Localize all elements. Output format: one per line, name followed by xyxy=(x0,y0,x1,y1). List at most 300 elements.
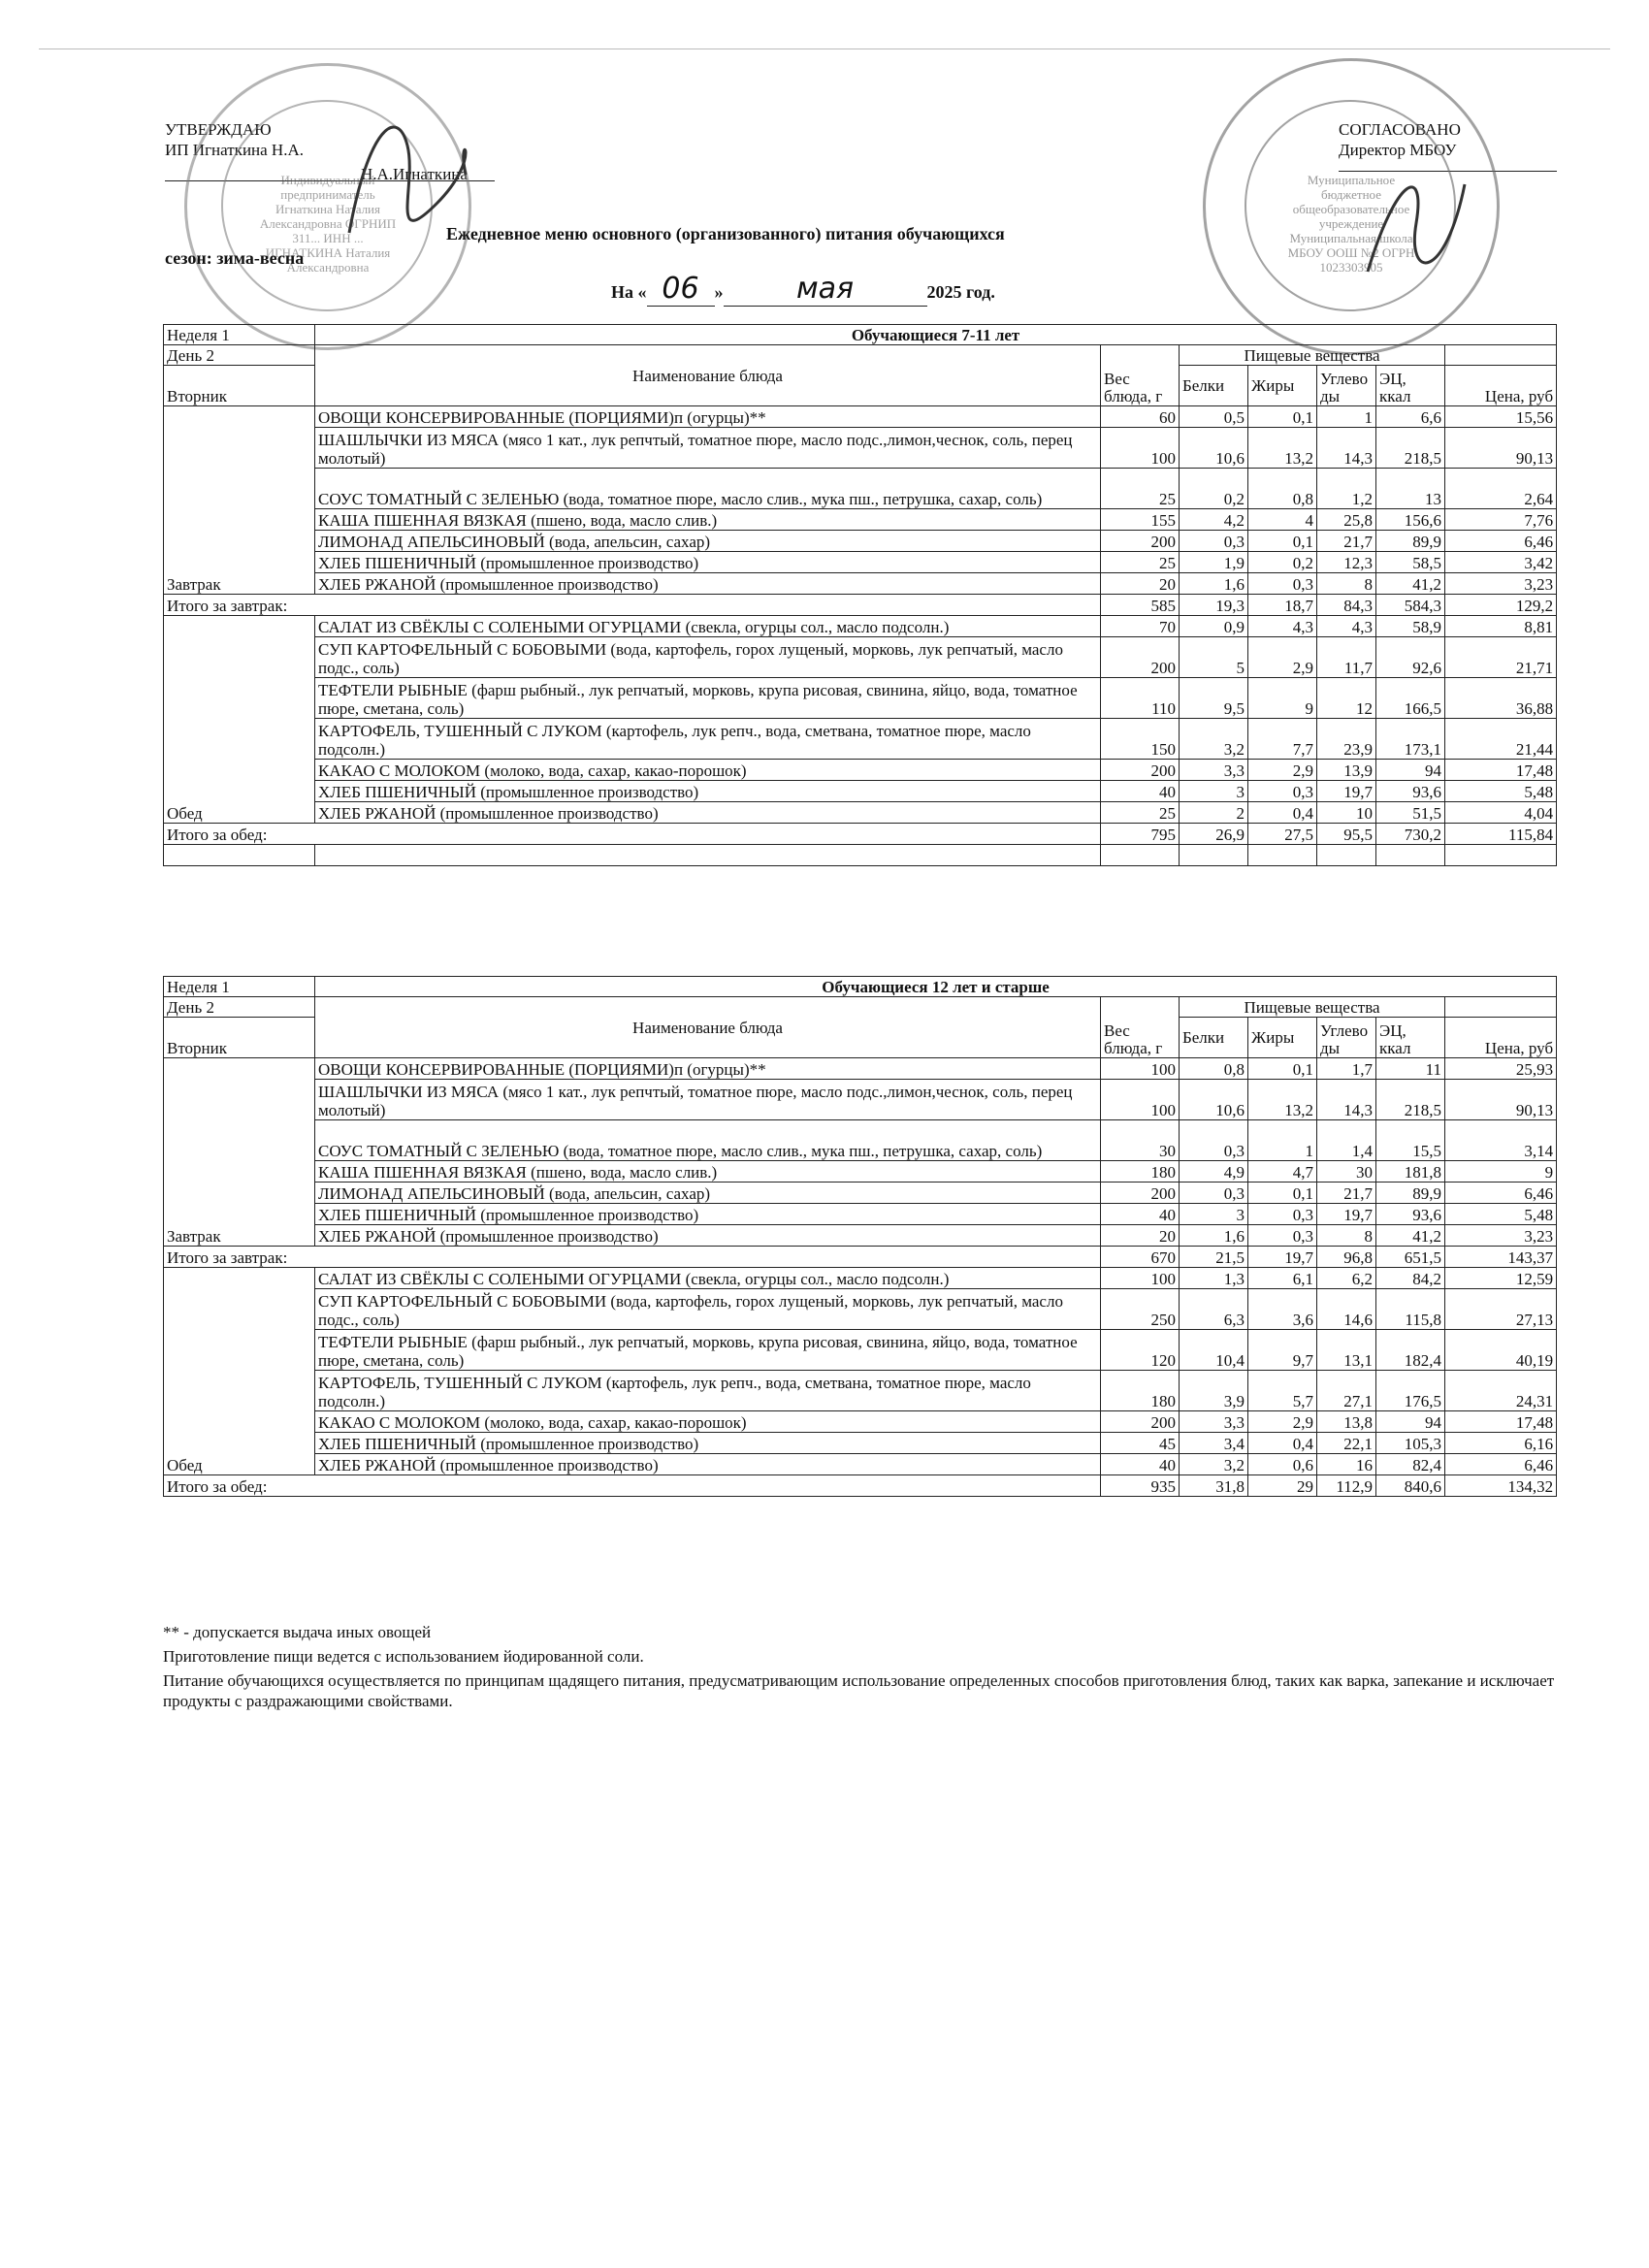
dish-name: ЛИМОНАД АПЕЛЬСИНОВЫЙ (вода, апельсин, сахар) xyxy=(315,1183,1101,1204)
weight-cell: 200 xyxy=(1101,1411,1180,1433)
price-cell: 3,14 xyxy=(1445,1120,1557,1161)
dish-name: ЛИМОНАД АПЕЛЬСИНОВЫЙ (вода, апельсин, сахар) xyxy=(315,531,1101,552)
fat-cell: 0,1 xyxy=(1248,1058,1317,1080)
price-cell: 90,13 xyxy=(1445,1080,1557,1120)
column-header-nutrients: Пищевые вещества xyxy=(1180,345,1445,366)
carbs-cell: 12,3 xyxy=(1317,552,1376,573)
table-row xyxy=(164,406,1557,428)
carbs-cell: 21,7 xyxy=(1317,531,1376,552)
price-cell: 6,16 xyxy=(1445,1433,1557,1454)
column-header-nutrients: Пищевые вещества xyxy=(1180,997,1445,1018)
note-diet: Питание обучающихся осуществляется по принципам щадящего питания, предусматривающим использование определенных способов приготовления блюд, таких как варка, запекание и исключает продукты с раздражающими свойствами. xyxy=(163,1671,1555,1710)
day-row xyxy=(164,345,1557,366)
column-header-energy: ЭЦ, ккал xyxy=(1376,366,1445,406)
date-suffix: 2025 год. xyxy=(926,282,995,302)
energy-cell: 51,5 xyxy=(1376,802,1445,824)
carbs-cell: 8 xyxy=(1317,1225,1376,1247)
meal-label: Завтрак xyxy=(164,406,315,595)
total-c: 112,9 xyxy=(1317,1475,1376,1497)
empty-cell xyxy=(1445,997,1557,1018)
price-cell: 5,48 xyxy=(1445,781,1557,802)
fat-cell: 3,6 xyxy=(1248,1289,1317,1330)
total-e: 840,6 xyxy=(1376,1475,1445,1497)
carbs-cell: 27,1 xyxy=(1317,1371,1376,1411)
dish-name: ХЛЕБ РЖАНОЙ (промышленное производство) xyxy=(315,1454,1101,1475)
agree-org: Директор МБОУ xyxy=(1339,141,1457,159)
price-cell: 25,93 xyxy=(1445,1058,1557,1080)
protein-cell: 5 xyxy=(1180,637,1248,678)
total-e: 651,5 xyxy=(1376,1247,1445,1268)
energy-cell: 182,4 xyxy=(1376,1330,1445,1371)
energy-cell: 92,6 xyxy=(1376,637,1445,678)
table-row xyxy=(164,1183,1557,1204)
protein-cell: 0,3 xyxy=(1180,531,1248,552)
dish-name: СУП КАРТОФЕЛЬНЫЙ С БОБОВЫМИ (вода, картофель, горох лущеный, морковь, лук репчатый, масло подс., соль) xyxy=(315,637,1101,678)
energy-cell: 82,4 xyxy=(1376,1454,1445,1475)
total-price: 115,84 xyxy=(1445,824,1557,845)
empty-cell xyxy=(1248,845,1317,866)
price-cell: 9 xyxy=(1445,1161,1557,1183)
dish-name: ХЛЕБ РЖАНОЙ (промышленное производство) xyxy=(315,573,1101,595)
day-label: День 2 xyxy=(164,345,315,366)
table-row xyxy=(164,1454,1557,1475)
column-header-fat: Жиры xyxy=(1248,1018,1317,1058)
column-header-dish: Наименование блюда xyxy=(315,345,1101,406)
dish-name: ХЛЕБ ПШЕНИЧНЫЙ (промышленное производство) xyxy=(315,781,1101,802)
carbs-cell: 30 xyxy=(1317,1161,1376,1183)
price-cell: 6,46 xyxy=(1445,1183,1557,1204)
season-label: сезон: зима-весна xyxy=(165,248,305,268)
fat-cell: 9,7 xyxy=(1248,1330,1317,1371)
total-e: 584,3 xyxy=(1376,595,1445,616)
dish-name: САЛАТ ИЗ СВЁКЛЫ С СОЛЕНЫМИ ОГУРЦАМИ (свекла, огурцы сол., масло подсолн.) xyxy=(315,616,1101,637)
dish-name: СОУС ТОМАТНЫЙ С ЗЕЛЕНЬЮ (вода, томатное пюре, масло слив., мука пш., петрушка, сахар, соль) xyxy=(315,1120,1101,1161)
price-cell: 5,48 xyxy=(1445,1204,1557,1225)
column-header-carbs: Углеводы xyxy=(1317,366,1376,406)
weight-cell: 180 xyxy=(1101,1371,1180,1411)
energy-cell: 84,2 xyxy=(1376,1268,1445,1289)
group-label: Обучающиеся 7-11 лет xyxy=(315,325,1557,345)
total-label: Итого за обед: xyxy=(164,1475,1101,1497)
fat-cell: 4 xyxy=(1248,509,1317,531)
column-header-protein: Белки xyxy=(1180,366,1248,406)
fat-cell: 0,4 xyxy=(1248,802,1317,824)
fat-cell: 6,1 xyxy=(1248,1268,1317,1289)
protein-cell: 3,3 xyxy=(1180,1411,1248,1433)
empty-cell xyxy=(1317,845,1376,866)
protein-cell: 0,3 xyxy=(1180,1120,1248,1161)
approve-signer: Н.А.Игнаткина xyxy=(361,165,468,183)
fat-cell: 2,9 xyxy=(1248,760,1317,781)
total-row xyxy=(164,595,1557,616)
weight-cell: 60 xyxy=(1101,406,1180,428)
price-cell: 4,04 xyxy=(1445,802,1557,824)
table-row xyxy=(164,1058,1557,1080)
energy-cell: 93,6 xyxy=(1376,1204,1445,1225)
fat-cell: 0,3 xyxy=(1248,1204,1317,1225)
table-row xyxy=(164,1371,1557,1411)
price-cell: 8,81 xyxy=(1445,616,1557,637)
weight-cell: 30 xyxy=(1101,1120,1180,1161)
price-cell: 90,13 xyxy=(1445,428,1557,469)
total-w: 670 xyxy=(1101,1247,1180,1268)
weight-cell: 40 xyxy=(1101,1204,1180,1225)
total-row xyxy=(164,824,1557,845)
price-cell: 3,23 xyxy=(1445,1225,1557,1247)
fat-cell: 0,3 xyxy=(1248,781,1317,802)
energy-cell: 156,6 xyxy=(1376,509,1445,531)
weight-cell: 155 xyxy=(1101,509,1180,531)
total-f: 27,5 xyxy=(1248,824,1317,845)
table-row xyxy=(164,1411,1557,1433)
carbs-cell: 22,1 xyxy=(1317,1433,1376,1454)
dish-name: ТЕФТЕЛИ РЫБНЫЕ (фарш рыбный., лук репчатый, морковь, крупа рисовая, свинина, яйцо, вода, томатное пюре, сметана, соль) xyxy=(315,1330,1101,1371)
carbs-cell: 25,8 xyxy=(1317,509,1376,531)
weight-cell: 20 xyxy=(1101,573,1180,595)
carbs-cell: 14,6 xyxy=(1317,1289,1376,1330)
protein-cell: 1,6 xyxy=(1180,1225,1248,1247)
energy-cell: 58,5 xyxy=(1376,552,1445,573)
column-header-weight: Вес блюда, г xyxy=(1101,997,1180,1058)
empty-cell xyxy=(1376,845,1445,866)
fat-cell: 0,1 xyxy=(1248,1183,1317,1204)
energy-cell: 6,6 xyxy=(1376,406,1445,428)
spacer-row xyxy=(164,845,1557,866)
weight-cell: 150 xyxy=(1101,719,1180,760)
column-header-weight: Вес блюда, г xyxy=(1101,345,1180,406)
left-stamp-text: Индивидуальный предприниматель Игнаткина Наталия Александровна ОГРНИП 311... ИНН ... ИГНАТКИНА Наталия Александровна xyxy=(259,173,397,275)
price-cell: 3,23 xyxy=(1445,573,1557,595)
dish-name: ХЛЕБ ПШЕНИЧНЫЙ (промышленное производство) xyxy=(315,1433,1101,1454)
table-row xyxy=(164,469,1557,509)
fat-cell: 9 xyxy=(1248,678,1317,719)
total-f: 29 xyxy=(1248,1475,1317,1497)
carbs-cell: 1,4 xyxy=(1317,1120,1376,1161)
column-header-price: Цена, руб xyxy=(1445,1018,1557,1058)
column-header-protein: Белки xyxy=(1180,1018,1248,1058)
table-row xyxy=(164,1161,1557,1183)
fat-cell: 2,9 xyxy=(1248,637,1317,678)
empty-cell xyxy=(315,845,1101,866)
table-row xyxy=(164,428,1557,469)
weight-cell: 100 xyxy=(1101,428,1180,469)
energy-cell: 13 xyxy=(1376,469,1445,509)
notes xyxy=(163,1622,1560,1711)
total-price: 129,2 xyxy=(1445,595,1557,616)
fat-cell: 0,3 xyxy=(1248,573,1317,595)
table-row xyxy=(164,1289,1557,1330)
carbs-cell: 11,7 xyxy=(1317,637,1376,678)
page-title: Ежедневное меню основного (организованного) питания обучающихся xyxy=(446,224,1005,243)
table-row xyxy=(164,781,1557,802)
energy-cell: 11 xyxy=(1376,1058,1445,1080)
dish-name: КАША ПШЕННАЯ ВЯЗКАЯ (пшено, вода, масло слив.) xyxy=(315,1161,1101,1183)
right-stamp-text: Муниципальное бюджетное общеобразовательное учреждение Муниципальная школа МБОУ ООШ №2 ОГРН 1023303905 xyxy=(1287,173,1415,275)
column-header-fat: Жиры xyxy=(1248,366,1317,406)
price-cell: 6,46 xyxy=(1445,1454,1557,1475)
table-row xyxy=(164,637,1557,678)
protein-cell: 1,6 xyxy=(1180,573,1248,595)
week-label: Неделя 1 xyxy=(164,977,315,997)
menu-table-12-plus xyxy=(163,976,1557,1497)
price-cell: 2,64 xyxy=(1445,469,1557,509)
weight-cell: 120 xyxy=(1101,1330,1180,1371)
energy-cell: 41,2 xyxy=(1376,573,1445,595)
fat-cell: 1 xyxy=(1248,1120,1317,1161)
director-signature-mark xyxy=(1358,155,1474,291)
total-price: 143,37 xyxy=(1445,1247,1557,1268)
carbs-cell: 14,3 xyxy=(1317,1080,1376,1120)
dish-name: ШАШЛЫЧКИ ИЗ МЯСА (мясо 1 кат., лук репчтый, томатное пюре, масло подс.,лимон,чеснок, соль, перец молотый) xyxy=(315,1080,1101,1120)
weight-cell: 250 xyxy=(1101,1289,1180,1330)
note-vegetables: ** - допускается выдача иных овощей xyxy=(163,1623,432,1641)
total-p: 26,9 xyxy=(1180,824,1248,845)
table-row xyxy=(164,1204,1557,1225)
protein-cell: 9,5 xyxy=(1180,678,1248,719)
weight-cell: 100 xyxy=(1101,1268,1180,1289)
table-row xyxy=(164,802,1557,824)
empty-cell xyxy=(1445,845,1557,866)
total-w: 795 xyxy=(1101,824,1180,845)
protein-cell: 0,8 xyxy=(1180,1058,1248,1080)
total-row xyxy=(164,1475,1557,1497)
energy-cell: 93,6 xyxy=(1376,781,1445,802)
energy-cell: 166,5 xyxy=(1376,678,1445,719)
protein-cell: 3 xyxy=(1180,1204,1248,1225)
energy-cell: 94 xyxy=(1376,1411,1445,1433)
total-price: 134,32 xyxy=(1445,1475,1557,1497)
carbs-cell: 1,7 xyxy=(1317,1058,1376,1080)
carbs-cell: 1 xyxy=(1317,406,1376,428)
note-iodized-salt: Приготовление пищи ведется с использованием йодированной соли. xyxy=(163,1647,644,1666)
protein-cell: 10,4 xyxy=(1180,1330,1248,1371)
price-cell: 24,31 xyxy=(1445,1371,1557,1411)
price-cell: 12,59 xyxy=(1445,1268,1557,1289)
group-label: Обучающиеся 12 лет и старше xyxy=(315,977,1557,997)
price-cell: 40,19 xyxy=(1445,1330,1557,1371)
weight-cell: 70 xyxy=(1101,616,1180,637)
dish-name: КАРТОФЕЛЬ, ТУШЕННЫЙ С ЛУКОМ (картофель, лук репч., вода, сметвана, томатное пюре, масло подсолн.) xyxy=(315,1371,1101,1411)
day-row xyxy=(164,997,1557,1018)
protein-cell: 10,6 xyxy=(1180,1080,1248,1120)
weight-cell: 100 xyxy=(1101,1058,1180,1080)
protein-cell: 2 xyxy=(1180,802,1248,824)
energy-cell: 115,8 xyxy=(1376,1289,1445,1330)
carbs-cell: 13,1 xyxy=(1317,1330,1376,1371)
fat-cell: 13,2 xyxy=(1248,428,1317,469)
weight-cell: 110 xyxy=(1101,678,1180,719)
protein-cell: 1,9 xyxy=(1180,552,1248,573)
carbs-cell: 21,7 xyxy=(1317,1183,1376,1204)
weight-cell: 100 xyxy=(1101,1080,1180,1120)
empty-cell xyxy=(1445,345,1557,366)
protein-cell: 0,3 xyxy=(1180,1183,1248,1204)
table-row xyxy=(164,1080,1557,1120)
energy-cell: 15,5 xyxy=(1376,1120,1445,1161)
menu-table-7-11 xyxy=(163,324,1557,866)
price-cell: 17,48 xyxy=(1445,1411,1557,1433)
fat-cell: 4,7 xyxy=(1248,1161,1317,1183)
protein-cell: 4,9 xyxy=(1180,1161,1248,1183)
fat-cell: 0,1 xyxy=(1248,531,1317,552)
dish-name: ХЛЕБ РЖАНОЙ (промышленное производство) xyxy=(315,802,1101,824)
protein-cell: 10,6 xyxy=(1180,428,1248,469)
total-c: 95,5 xyxy=(1317,824,1376,845)
agree-label: СОГЛАСОВАНО xyxy=(1339,120,1461,139)
total-c: 84,3 xyxy=(1317,595,1376,616)
price-cell: 15,56 xyxy=(1445,406,1557,428)
fat-cell: 13,2 xyxy=(1248,1080,1317,1120)
fat-cell: 4,3 xyxy=(1248,616,1317,637)
total-e: 730,2 xyxy=(1376,824,1445,845)
meal-label: Обед xyxy=(164,616,315,824)
weight-cell: 180 xyxy=(1101,1161,1180,1183)
total-p: 19,3 xyxy=(1180,595,1248,616)
weight-cell: 20 xyxy=(1101,1225,1180,1247)
column-header-energy: ЭЦ, ккал xyxy=(1376,1018,1445,1058)
section-header-row xyxy=(164,325,1557,345)
table-row xyxy=(164,552,1557,573)
carbs-cell: 12 xyxy=(1317,678,1376,719)
energy-cell: 41,2 xyxy=(1376,1225,1445,1247)
protein-cell: 3,2 xyxy=(1180,719,1248,760)
fat-cell: 7,7 xyxy=(1248,719,1317,760)
carbs-cell: 19,7 xyxy=(1317,781,1376,802)
price-cell: 6,46 xyxy=(1445,531,1557,552)
carbs-cell: 13,9 xyxy=(1317,760,1376,781)
date-line xyxy=(611,272,995,307)
weight-cell: 45 xyxy=(1101,1433,1180,1454)
dish-name: СОУС ТОМАТНЫЙ С ЗЕЛЕНЬЮ (вода, томатное пюре, масло слив., мука пш., петрушка, сахар, соль) xyxy=(315,469,1101,509)
empty-cell xyxy=(164,845,315,866)
approve-org: ИП Игнаткина Н.А. xyxy=(165,141,304,159)
fat-cell: 5,7 xyxy=(1248,1371,1317,1411)
weight-cell: 40 xyxy=(1101,1454,1180,1475)
carbs-cell: 4,3 xyxy=(1317,616,1376,637)
total-f: 18,7 xyxy=(1248,595,1317,616)
carbs-cell: 1,2 xyxy=(1317,469,1376,509)
protein-cell: 0,9 xyxy=(1180,616,1248,637)
date-day: 06 xyxy=(647,272,715,307)
weight-cell: 25 xyxy=(1101,552,1180,573)
protein-cell: 3,2 xyxy=(1180,1454,1248,1475)
energy-cell: 173,1 xyxy=(1376,719,1445,760)
dish-name: КАША ПШЕННАЯ ВЯЗКАЯ (пшено, вода, масло слив.) xyxy=(315,509,1101,531)
meal-label: Обед xyxy=(164,1268,315,1475)
price-cell: 21,44 xyxy=(1445,719,1557,760)
total-label: Итого за обед: xyxy=(164,824,1101,845)
price-cell: 17,48 xyxy=(1445,760,1557,781)
total-w: 585 xyxy=(1101,595,1180,616)
energy-cell: 58,9 xyxy=(1376,616,1445,637)
dish-name: ОВОЩИ КОНСЕРВИРОВАННЫЕ (ПОРЦИЯМИ)п (огурцы)** xyxy=(315,1058,1101,1080)
table-row xyxy=(164,760,1557,781)
fat-cell: 0,6 xyxy=(1248,1454,1317,1475)
dish-name: ТЕФТЕЛИ РЫБНЫЕ (фарш рыбный., лук репчатый, морковь, крупа рисовая, свинина, яйцо, вода, томатное пюре, сметана, соль) xyxy=(315,678,1101,719)
energy-cell: 218,5 xyxy=(1376,1080,1445,1120)
table-row xyxy=(164,1268,1557,1289)
carbs-cell: 14,3 xyxy=(1317,428,1376,469)
energy-cell: 176,5 xyxy=(1376,1371,1445,1411)
table-row xyxy=(164,1120,1557,1161)
table-row xyxy=(164,1330,1557,1371)
energy-cell: 89,9 xyxy=(1376,1183,1445,1204)
weekday-label: Вторник xyxy=(164,1018,315,1058)
energy-cell: 218,5 xyxy=(1376,428,1445,469)
price-cell: 3,42 xyxy=(1445,552,1557,573)
weight-cell: 200 xyxy=(1101,760,1180,781)
fat-cell: 2,9 xyxy=(1248,1411,1317,1433)
price-cell: 21,71 xyxy=(1445,637,1557,678)
carbs-cell: 6,2 xyxy=(1317,1268,1376,1289)
carbs-cell: 8 xyxy=(1317,573,1376,595)
total-c: 96,8 xyxy=(1317,1247,1376,1268)
table-row xyxy=(164,719,1557,760)
protein-cell: 3,9 xyxy=(1180,1371,1248,1411)
table-row xyxy=(164,678,1557,719)
protein-cell: 4,2 xyxy=(1180,509,1248,531)
section-header-row xyxy=(164,977,1557,997)
carbs-cell: 23,9 xyxy=(1317,719,1376,760)
table-row xyxy=(164,1225,1557,1247)
protein-cell: 6,3 xyxy=(1180,1289,1248,1330)
total-f: 19,7 xyxy=(1248,1247,1317,1268)
dish-name: ХЛЕБ РЖАНОЙ (промышленное производство) xyxy=(315,1225,1101,1247)
protein-cell: 3 xyxy=(1180,781,1248,802)
weight-cell: 40 xyxy=(1101,781,1180,802)
price-cell: 7,76 xyxy=(1445,509,1557,531)
total-p: 31,8 xyxy=(1180,1475,1248,1497)
weight-cell: 25 xyxy=(1101,469,1180,509)
table-row xyxy=(164,531,1557,552)
dish-name: ОВОЩИ КОНСЕРВИРОВАННЫЕ (ПОРЦИЯМИ)п (огурцы)** xyxy=(315,406,1101,428)
total-label: Итого за завтрак: xyxy=(164,595,1101,616)
fat-cell: 0,2 xyxy=(1248,552,1317,573)
protein-cell: 0,2 xyxy=(1180,469,1248,509)
carbs-cell: 13,8 xyxy=(1317,1411,1376,1433)
weekday-label: Вторник xyxy=(164,366,315,406)
total-label: Итого за завтрак: xyxy=(164,1247,1101,1268)
approve-label: УТВЕРЖДАЮ xyxy=(165,120,272,139)
carbs-cell: 10 xyxy=(1317,802,1376,824)
weight-cell: 200 xyxy=(1101,637,1180,678)
date-month: мая xyxy=(724,272,927,307)
dish-name: КАКАО С МОЛОКОМ (молоко, вода, сахар, какао-порошок) xyxy=(315,1411,1101,1433)
date-mid: » xyxy=(714,282,724,302)
protein-cell: 3,3 xyxy=(1180,760,1248,781)
carbs-cell: 16 xyxy=(1317,1454,1376,1475)
protein-cell: 0,5 xyxy=(1180,406,1248,428)
column-header-dish: Наименование блюда xyxy=(315,997,1101,1058)
price-cell: 36,88 xyxy=(1445,678,1557,719)
dish-name: КАКАО С МОЛОКОМ (молоко, вода, сахар, какао-порошок) xyxy=(315,760,1101,781)
dish-name: КАРТОФЕЛЬ, ТУШЕННЫЙ С ЛУКОМ (картофель, лук репч., вода, сметвана, томатное пюре, масло подсолн.) xyxy=(315,719,1101,760)
table-row xyxy=(164,616,1557,637)
dish-name: САЛАТ ИЗ СВЁКЛЫ С СОЛЕНЫМИ ОГУРЦАМИ (свекла, огурцы сол., масло подсолн.) xyxy=(315,1268,1101,1289)
column-header-carbs: Углеводы xyxy=(1317,1018,1376,1058)
protein-cell: 3,4 xyxy=(1180,1433,1248,1454)
energy-cell: 105,3 xyxy=(1376,1433,1445,1454)
weight-cell: 200 xyxy=(1101,1183,1180,1204)
date-prefix: На « xyxy=(611,282,647,302)
week-label: Неделя 1 xyxy=(164,325,315,345)
fat-cell: 0,1 xyxy=(1248,406,1317,428)
column-header-price: Цена, руб xyxy=(1445,366,1557,406)
energy-cell: 89,9 xyxy=(1376,531,1445,552)
day-label: День 2 xyxy=(164,997,315,1018)
meal-label: Завтрак xyxy=(164,1058,315,1247)
dish-name: ХЛЕБ ПШЕНИЧНЫЙ (промышленное производство) xyxy=(315,552,1101,573)
